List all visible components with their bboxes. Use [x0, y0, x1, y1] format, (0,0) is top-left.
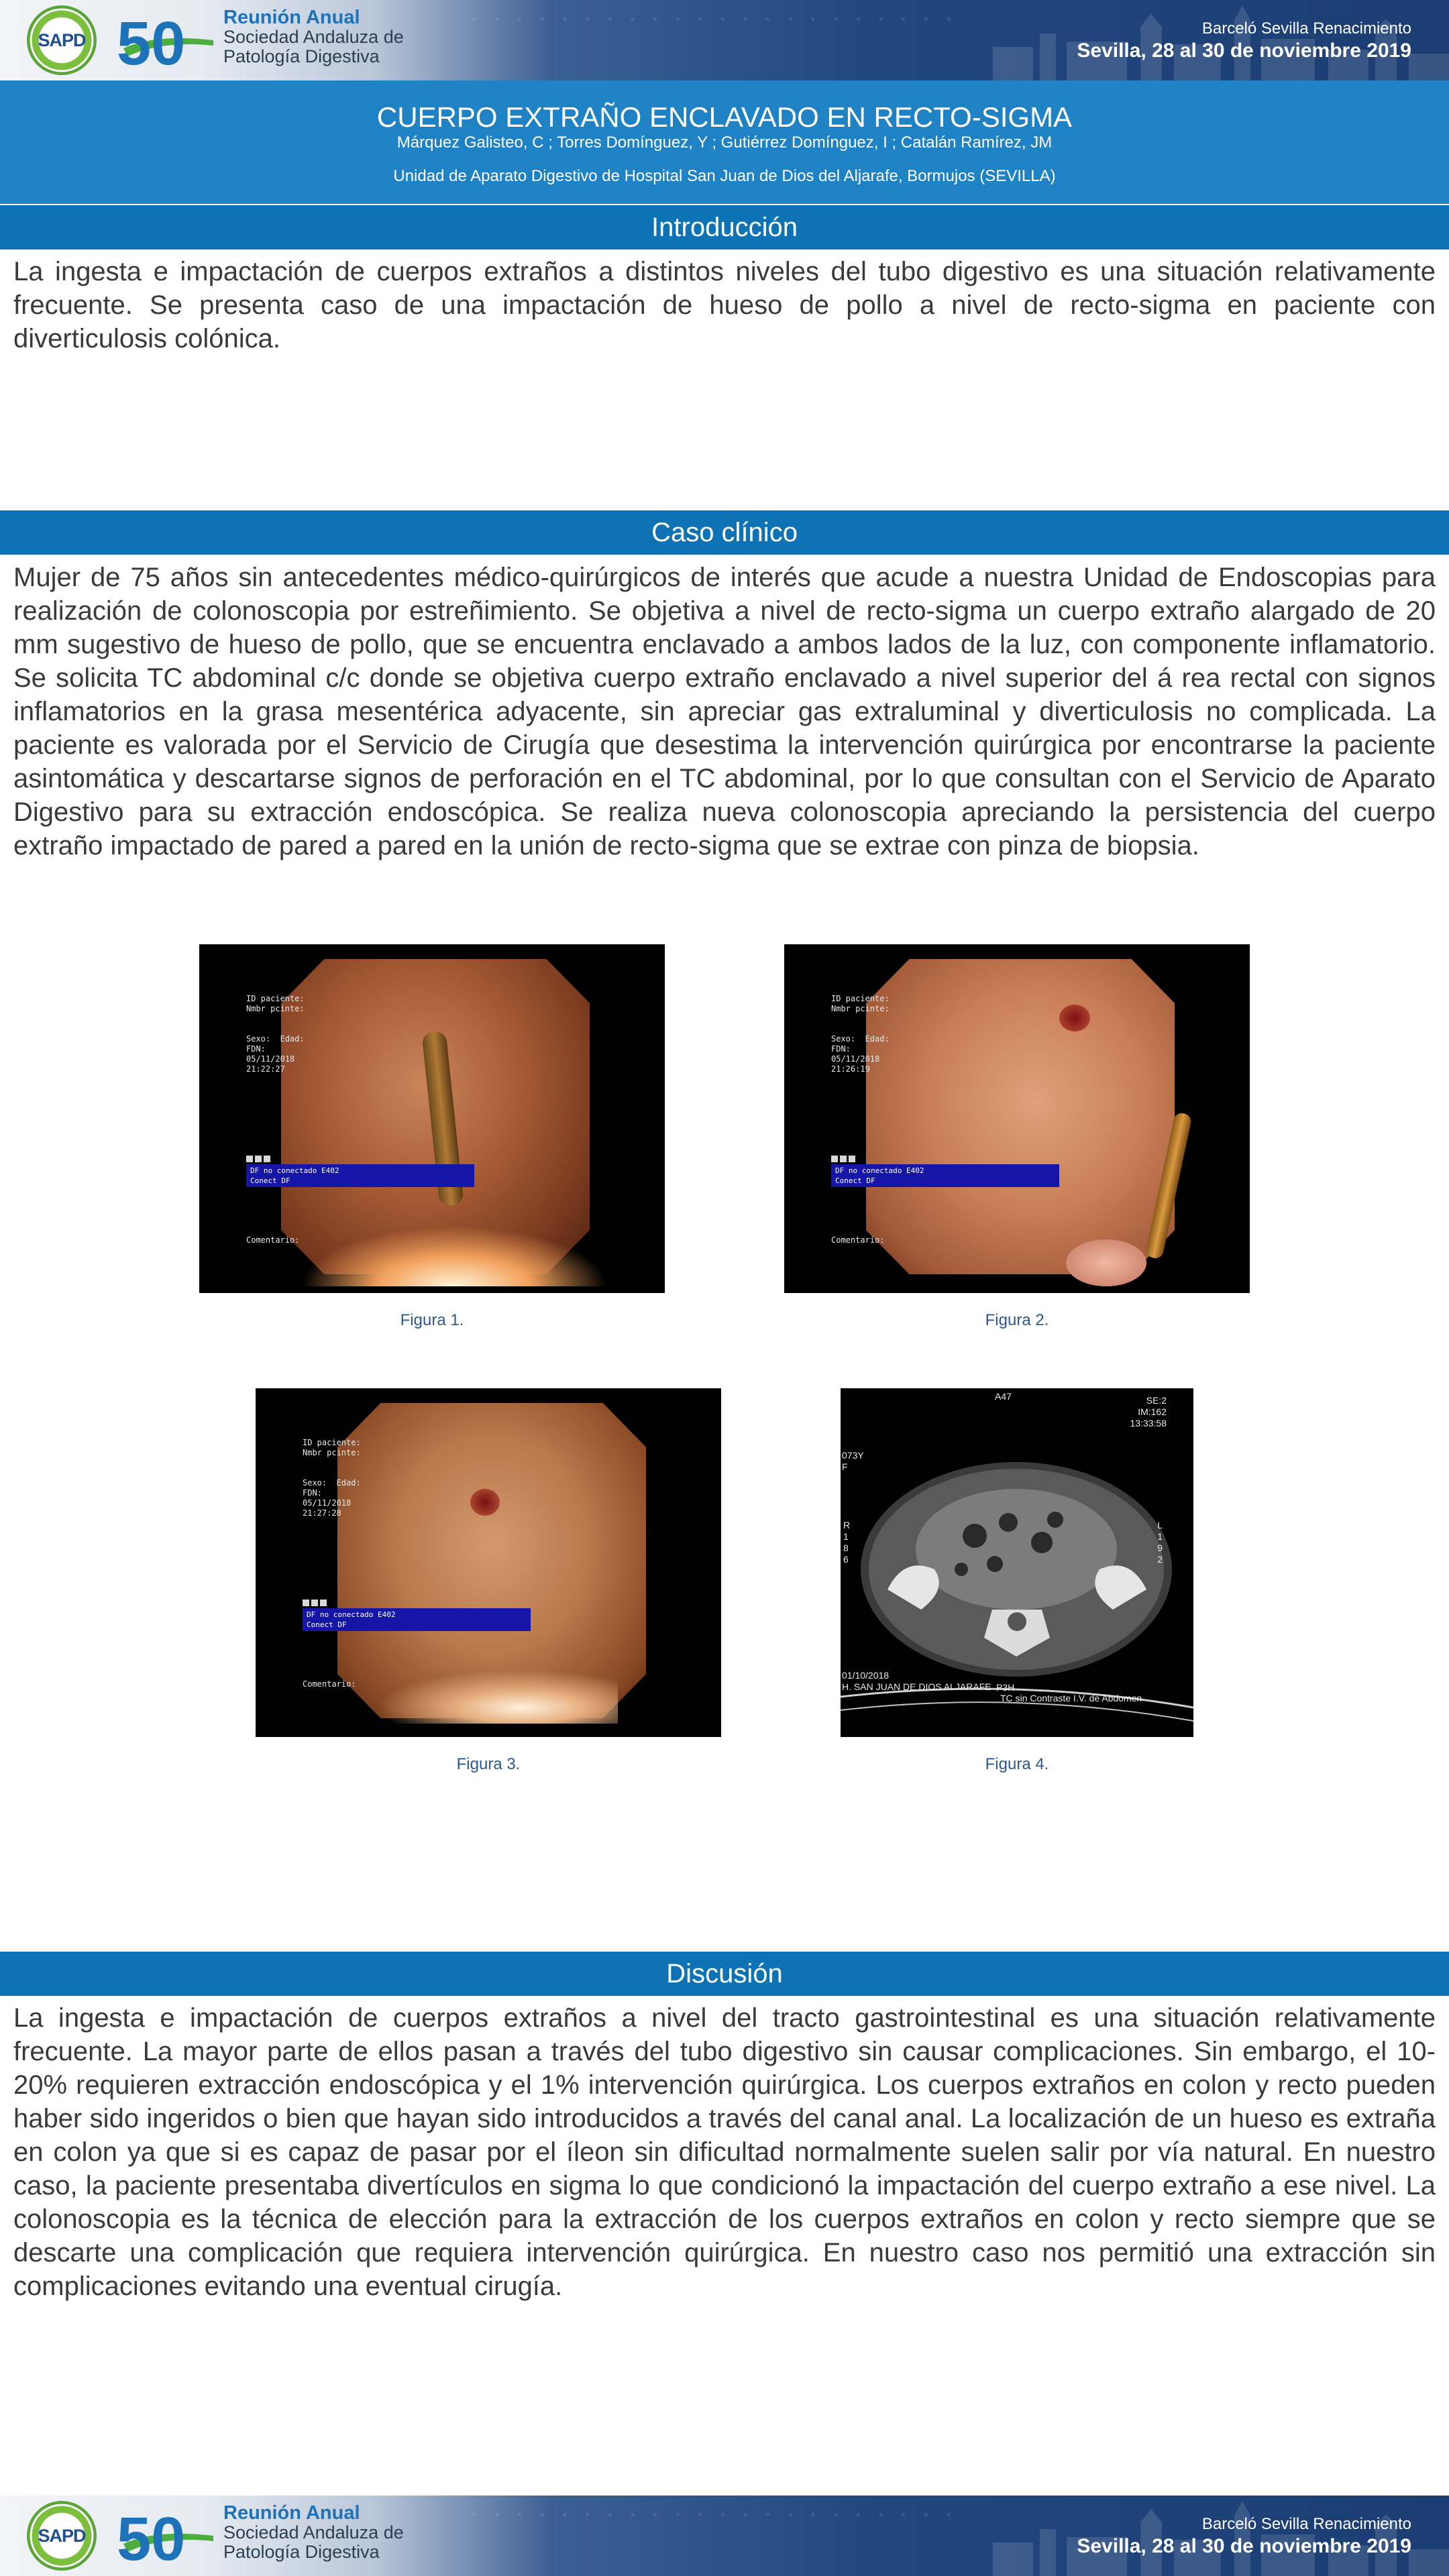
poster-title-block: [0, 80, 1449, 204]
sapd-logo-text-bottom: SAPD: [38, 2525, 86, 2546]
poster-authors: Márquez Galisteo, C ; Torres Domínguez, Y ; Gutiérrez Domínguez, I ; Catalán Ramírez, JM: [396, 133, 1053, 152]
poster-affiliation: Unidad de Aparato Digestivo de Hospital San Juan de Dios del Aljarafe, Bormujos (SEVILLA): [393, 167, 1056, 185]
poster-title: CUERPO EXTRAÑO ENCLAVADO EN RECTO-SIGMA: [376, 101, 1073, 133]
figure-3-endoscopy-image: [256, 1388, 721, 1737]
section-heading-caso-clinico: Caso clínico: [0, 510, 1449, 555]
top-banner: [0, 0, 1449, 80]
sapd-logo-bottom: [27, 2501, 97, 2571]
figure-4-ct-position: P3H: [996, 1682, 1015, 1693]
fifty-anniversary-logo: [115, 9, 216, 72]
fifty-logo-number: 50: [117, 9, 186, 72]
brand-line-3-bottom: Patología Digestiva: [223, 2542, 380, 2562]
figure-4-ct-label-top: A47: [995, 1391, 1012, 1402]
figure-4-caption: Figura 4.: [985, 1755, 1049, 1773]
figure-4: [841, 1388, 1193, 1777]
banner-watermark-bottom: · · · · · · · · · · · · · · · · · · · · · ·: [470, 2498, 957, 2531]
figure-3-osd-status-bar: DF no conectado E402 Conect DF: [303, 1608, 531, 1631]
figure-1: [199, 944, 665, 1333]
figure-3-caption: Figura 3.: [456, 1755, 521, 1773]
figure-3: [256, 1388, 721, 1777]
figure-2-caption: Figura 2.: [985, 1311, 1049, 1329]
banner-watermark: · · · · · · · · · · · · · · · · · · · · · ·: [470, 3, 957, 36]
figure-2-endoscopy-image: [784, 944, 1250, 1293]
society-brand-text: [223, 8, 404, 66]
society-brand-text-bottom: [223, 2504, 404, 2562]
discusion-text: La ingesta e impactación de cuerpos extraños a nivel del tracto gastrointestinal es una situación relativamente frecuente. La mayor parte de ellos pasan a través del tubo digestivo sin causar complicaciones. Sin embargo, el 10-20% requieren extracción endoscópica y el 1% intervención quirúrgica. Los cuerpos extraños en colon y recto pueden haber sido ingeridos o bien que hayan sido introducidos a través del canal anal. La localización de un hueso es extraña en colon ya que si es capaz de pasar por el íleon sin dificultad normalmente suelen salir por vía natural. En nuestro caso, la paciente presentaba divertículos en sigma lo que condicionó la impactación del cuerpo extraño a ese nivel. La colonoscopia es la técnica de elección para la extracción de los cuerpos extraños en colon y recto siempre que se descarte una complicación que requiera intervención quirúrgica. En nuestro caso nos permitió una extracción sin complicaciones evitando una eventual cirugía.: [13, 2003, 1436, 2301]
sapd-logo-text: SAPD: [38, 30, 86, 50]
figure-3-inflamed-spot: [470, 1489, 500, 1516]
figure-4-ct-series-info: SE:2 IM:162 13:33:58: [1130, 1395, 1167, 1429]
section-heading-introduccion: Introducción: [0, 205, 1449, 249]
figure-1-endoscopy-image: [199, 944, 665, 1293]
figure-1-caption: Figura 1.: [400, 1311, 464, 1329]
venue-name: Barceló Sevilla Renacimiento: [1201, 19, 1411, 38]
caso-clinico-text: Mujer de 75 años sin antecedentes médico-quirúrgicos de interés que acude a nuestra Unidad de Endoscopias para realización de colonoscopia por estreñimiento. Se objetiva a nivel de recto-sigma un cuerpo extraño alargado de 20 mm sugestivo de hueso de pollo, que se encuentra enclavado a ambos lados de la luz, con componente inflamatorio. Se solicita TC abdominal c/c donde se objetiva cuerpo extraño enclavado a nivel superior del á rea rectal con signos inflamatorios en la grasa mesentérica adyacente, sin apreciar gas extraluminal y diverticulosis no complicada. La paciente es valorada por el Servicio de Cirugía que desestima la intervención quirúrgica por encontrarse la paciente asintomática y descartarse signos de perforación en el TC abdominal, por lo que consultan con el Servicio de Aparato Digestivo para su extracción endoscópica. Se realiza nueva colonoscopia apreciando la persistencia del cuerpo extraño impactado de pared a pared en la unión de recto-sigma que se extrae con pinza de biopsia.: [13, 563, 1436, 860]
brand-line-2-bottom: Sociedad Andaluza de: [223, 2522, 404, 2542]
event-dates-bottom: Sevilla, 28 al 30 de noviembre 2019: [1077, 2535, 1411, 2557]
brand-line-2: Sociedad Andaluza de: [223, 27, 404, 47]
sapd-logo: [27, 5, 97, 75]
figure-4-ct-study-info: 01/10/2018 H. SAN JUAN DE DIOS ALJARAFE: [842, 1670, 991, 1692]
figure-2-osd-info: ID paciente: Nmbr pcinte: Sexo: Edad: FDN: 05/11/2018 21:26:19: [831, 994, 890, 1074]
figure-4-ct-image: [841, 1388, 1193, 1737]
figure-2-osd-indicators: [831, 1154, 862, 1160]
figure-1-osd-comment: Comentario:: [246, 1235, 300, 1245]
figure-2-inflamed-spot: [1059, 1005, 1090, 1031]
figure-1-mucosa-highlight: [300, 1226, 608, 1286]
figure-2-mucosal-fold: [1066, 1239, 1146, 1286]
figure-1-osd-indicators: [246, 1154, 277, 1160]
figure-2-osd-status-bar: DF no conectado E402 Conect DF: [831, 1164, 1059, 1187]
event-dates: Sevilla, 28 al 30 de noviembre 2019: [1077, 40, 1411, 62]
figure-2-osd-comment: Comentario:: [831, 1235, 885, 1245]
figure-4-ct-protocol: TC sin Contraste I.V. de Abdomen: [1000, 1693, 1142, 1703]
figure-3-osd-comment: Comentario:: [303, 1679, 356, 1689]
figure-4-ct-patient-info: 073Y F: [842, 1450, 864, 1472]
brand-line-1: Reunión Anual: [223, 7, 360, 28]
figure-1-osd-status-bar: DF no conectado E402 Conect DF: [246, 1164, 474, 1187]
figure-4-ct-right-scale: R 1 8 6: [843, 1520, 851, 1565]
figure-3-osd-indicators: [303, 1598, 333, 1604]
brand-line-1-bottom: Reunión Anual: [223, 2502, 360, 2524]
figure-3-mucosa-highlight: [376, 1670, 618, 1724]
figure-4-ct-left-scale: L 1 9 2: [1157, 1520, 1163, 1565]
figure-1-osd-info: ID paciente: Nmbr pcinte: Sexo: Edad: FDN: 05/11/2018 21:22:27: [246, 994, 305, 1074]
introduccion-text: La ingesta e impactación de cuerpos extraños a distintos niveles del tubo digestivo es una situación relativamente frecuente. Se presenta caso de una impactación de hueso de pollo a nivel de recto-sigma en paciente con diverticulosis colónica.: [13, 257, 1436, 353]
section-heading-discusion: Discusión: [0, 1952, 1449, 1996]
fifty-anniversary-logo-bottom: [115, 2505, 216, 2568]
event-venue-block-bottom: [1077, 2514, 1411, 2559]
fifty-logo-number-bottom: 50: [117, 2505, 186, 2568]
figure-3-osd-info: ID paciente: Nmbr pcinte: Sexo: Edad: FDN: 05/11/2018 21:27:28: [303, 1438, 361, 1518]
event-venue-block: [1077, 19, 1411, 63]
figure-2-endoscopic-view: [866, 959, 1175, 1274]
figure-2: [784, 944, 1250, 1333]
venue-name-bottom: Barceló Sevilla Renacimiento: [1201, 2515, 1411, 2533]
brand-line-3: Patología Digestiva: [223, 46, 380, 66]
bottom-banner: [0, 2496, 1449, 2576]
